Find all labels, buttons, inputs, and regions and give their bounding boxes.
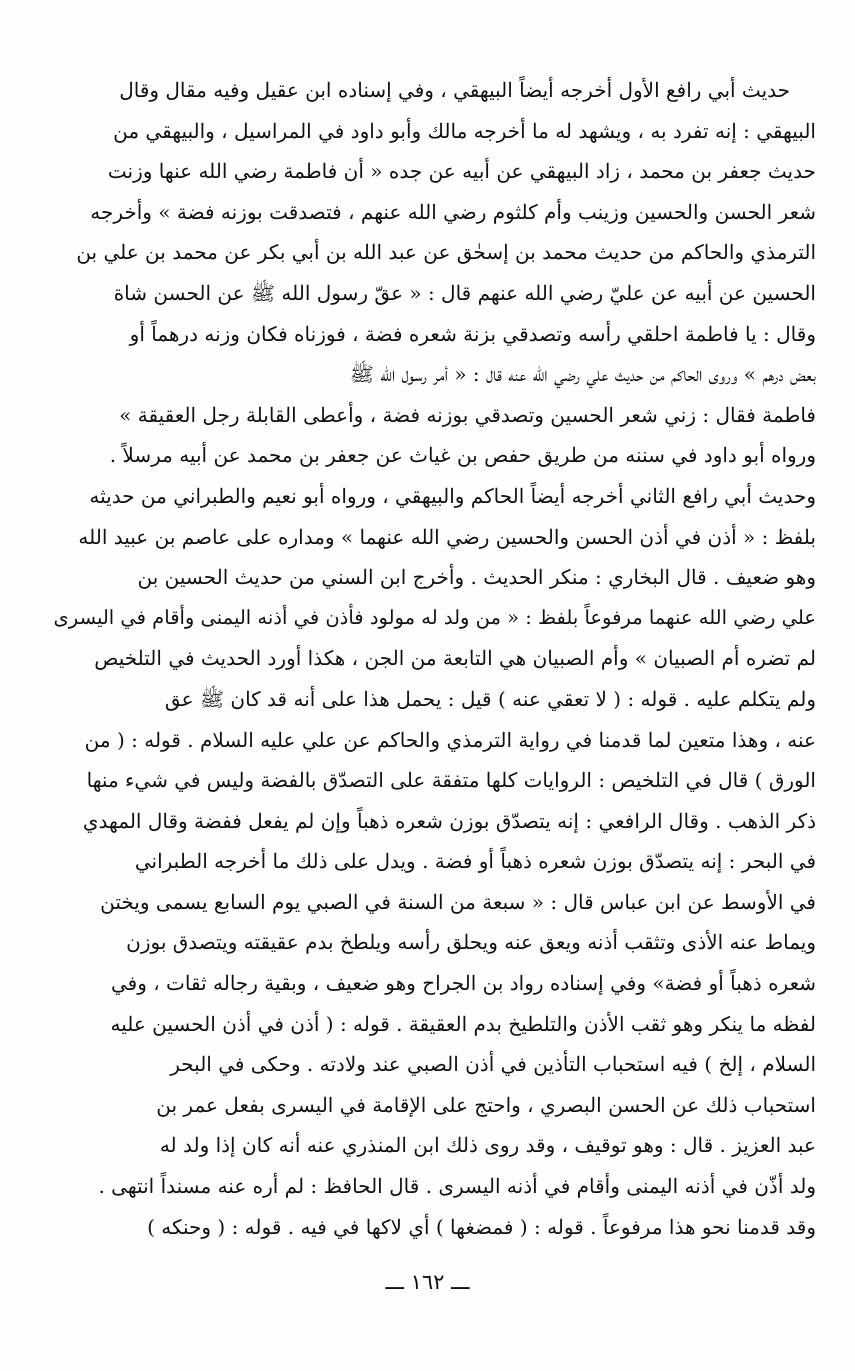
body-text (44, 70, 816, 1247)
text-line-7: وقال : يا فاطمة احلقي رأسه وتصدقي بزنة شعره فضة ، فوزناه فكان وزنه درهماً أو (129, 321, 816, 346)
text-line-26: استحباب ذلك عن الحسن البصري ، واحتج على الإقامة في اليسرى بفعل عمر بن (156, 1092, 816, 1117)
page-number: ـــ ١٦٢ ـــ (385, 1270, 470, 1294)
text-line-13: وهو ضعيف . قال البخاري : منكر الحديث . وأخرج ابن السني من حديث الحسين بن (137, 565, 816, 590)
text-line-29: وقد قدمنا نحو هذا مرفوعاً . قوله : ( فمضغها ) أي لاكها في فيه . قوله : ( وحنكه ) (147, 1214, 816, 1239)
text-line-12: بلفظ : « أذن في أذن الحسن والحسين رضي الله عنهما » ومداره على عاصم بن عبيد الله (78, 524, 816, 549)
text-line-8: بعض درهم » وروى الحاكم من حديث علي رضي الله عنه قال : « أمر رسول الله ﷺ (349, 362, 816, 387)
text-line-19: ذكر الذهب . وقال الرافعي : إنه يتصدّق بوزن شعره ذهباً وإن لم يفعل ففضة وقال المهدي (82, 808, 816, 833)
text-line-11: وحديث أبي رافع الثاني أخرجه أيضاً الحاكم والبيهقي ، ورواه أبو نعيم والطبراني من حديثه (89, 483, 816, 508)
text-line-3: حديث جعفر بن محمد ، زاد البيهقي عن أبيه عن جده « أن فاطمة رضي الله عنها وزنت (107, 159, 816, 184)
text-line-9: فاطمة فقال : زني شعر الحسين وتصدقي بوزنه فضة ، وأعطى القابلة رجل العقيقة » (119, 402, 816, 427)
text-line-27: عبد العزيز . قال : وهو توقيف ، وقد روى ذلك ابن المنذري عنه أنه كان إذا ولد له (159, 1133, 816, 1158)
text-line-6: الحسين عن أبيه عن عليّ رضي الله عنهم قال : « عقّ رسول الله ﷺ عن الحسن شاة (113, 280, 816, 305)
text-line-18: الورق ) قال في التلخيص : الروايات كلها متفقة على التصدّق بالفضة وليس في شيء منها (86, 768, 816, 793)
text-line-28: ولد أذّن في أذنه اليمنى وأقام في أذنه اليسرى . قال الحافظ : لم أره عنه مسنداً انتهى . (98, 1174, 816, 1199)
text-line-1: حديث أبي رافع الأول أخرجه أيضاً البيهقي ، وفي إسناده ابن عقيل وفيه مقال وقال (119, 78, 790, 102)
text-line-22: ويماط عنه الأذى وتثقب أذنه ويعق عنه ويحلق رأسه ويلطخ بدم عقيقته ويتصدق بوزن (126, 930, 816, 955)
text-line-15: لم تضره أم الصبيان » وأم الصبيان هي التابعة من الجن ، هكذا أورد الحديث في التلخيص (94, 646, 816, 671)
text-line-24: لفظه ما ينكر وهو ثقب الأذن والتلطيخ بدم العقيقة . قوله : ( أذن في أذن الحسين عليه (110, 1011, 816, 1036)
text-line-17: عنه ، وهذا متعين لما قدمنا في رواية الترمذي والحاكم عن علي عليه السلام . قوله : ( من (84, 727, 816, 752)
text-line-2: البيهقي : إنه تفرد به ، ويشهد له ما أخرجه مالك وأبو داود في المراسيل ، والبيهقي من (113, 118, 816, 143)
text-line-23: شعره ذهباً أو فضة» وفي إسناده رواد بن الجراح وهو ضعيف ، وبقية رجاله ثقات ، وفي (111, 971, 816, 996)
text-line-14: علي رضي الله عنهما مرفوعاً بلفظ : « من ولد له مولود فأذن في أذنه اليمنى وأقام في اليسرى (53, 605, 816, 629)
text-line-10: ورواه أبو داود في سننه من طريق حفص بن غياث عن جعفر بن محمد عن أبيه مرسلاً . (109, 443, 816, 468)
text-line-20: في البحر : إنه يتصدّق بوزن شعره ذهباً أو فضة . ويدل على ذلك ما أخرجه الطبراني (134, 849, 816, 874)
text-line-21: في الأوسط عن ابن عباس قال : « سبعة من السنة في الصبي يوم السابع يسمى ويختن (100, 889, 816, 914)
text-line-5: الترمذي والحاكم من حديث محمد بن إسحٰق عن عبد الله بن أبي بكر عن محمد بن علي بن (76, 240, 816, 265)
text-line-16: ولم يتكلم عليه . قوله : ( لا تعقي عنه ) قيل : يحمل هذا على أنه قد كان ﷺ عق (164, 686, 816, 711)
text-line-4: شعر الحسن والحسين وزينب وأم كلثوم رضي الله عنهم ، فتصدقت بوزنه فضة » وأخرجه (90, 199, 816, 224)
text-line-25: السلام ، إلخ ) فيه استحباب التأذين في أذن الصبي عند ولادته . وحكى في البحر (170, 1052, 816, 1077)
